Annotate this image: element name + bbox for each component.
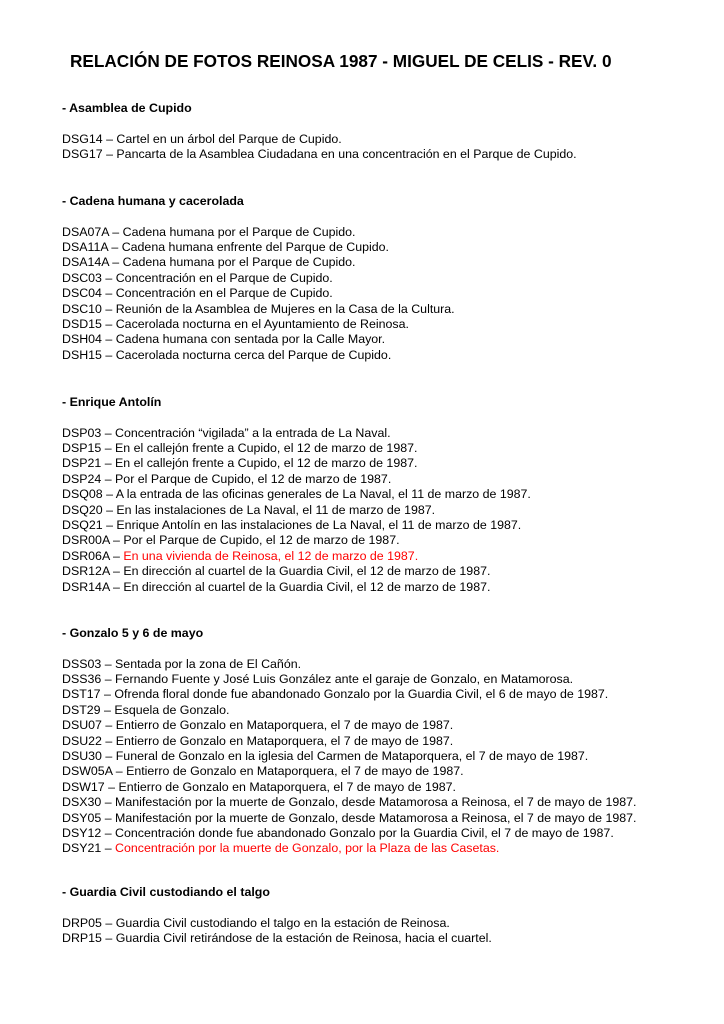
photo-description: Concentración en el Parque de Cupido. — [115, 286, 333, 301]
photo-separator: – — [109, 548, 124, 563]
photo-entry — [62, 916, 702, 931]
photo-separator: – — [102, 518, 117, 533]
photo-description: En el callejón frente a Cupido, el 12 de marzo de 1987. — [115, 441, 418, 455]
photo-code: DSH15 — [62, 347, 102, 362]
photo-description: Entierro de Gonzalo en Mataporquera, el 7 de mayo de 1987. — [115, 718, 454, 733]
section — [62, 885, 702, 946]
photo-entry — [62, 657, 702, 672]
photo-entry — [62, 147, 702, 162]
photo-code: DSY05 — [62, 810, 102, 825]
photo-code: DSA11A — [62, 240, 108, 254]
photo-entry — [62, 518, 702, 533]
photo-separator: – — [101, 456, 116, 471]
photo-description: Entierro de Gonzalo en Mataporquera, el 7 de mayo de 1987. — [118, 779, 457, 794]
photo-entry — [62, 271, 702, 286]
photo-entry — [62, 749, 702, 764]
photo-separator: – — [102, 131, 117, 146]
photo-code: DSA07A — [62, 224, 109, 239]
photo-separator: – — [101, 425, 116, 440]
photo-description: Cacerolada nocturna cerca del Parque de Cupido. — [115, 347, 392, 362]
photo-entry — [62, 780, 702, 795]
photo-code: DSS36 — [62, 672, 102, 686]
photo-code: DSY12 — [62, 826, 102, 841]
section — [62, 101, 702, 162]
photo-list — [62, 132, 702, 163]
photo-entry — [62, 687, 702, 702]
photo-separator: – — [101, 656, 116, 671]
photo-description-highlighted: Concentración por la muerte de Gonzalo, por la Plaza de las Casetas. — [115, 841, 500, 856]
photo-separator: – — [101, 347, 116, 362]
photo-separator: – — [101, 733, 116, 748]
photo-separator: – — [112, 764, 127, 779]
photo-separator: – — [101, 471, 116, 486]
photo-separator: – — [101, 301, 116, 316]
photo-entry — [62, 703, 702, 718]
photo-code: DSG14 — [62, 131, 103, 146]
photo-entry — [62, 734, 702, 749]
section-heading: - Cadena humana y cacerolada — [62, 194, 244, 208]
photo-description: Entierro de Gonzalo en Mataporquera, el 7 de mayo de 1987. — [115, 733, 454, 748]
photo-separator: – — [101, 317, 116, 332]
photo-description: Cadena humana por el Parque de Cupido. — [122, 255, 356, 270]
photo-entry — [62, 225, 702, 240]
photo-code: DSU22 — [62, 733, 102, 748]
photo-description: Enrique Antolín en las instalaciones de La Naval, el 11 de marzo de 1987. — [116, 518, 522, 533]
photo-entry — [62, 332, 702, 347]
photo-description: Cadena humana enfrente del Parque de Cupido. — [121, 240, 389, 254]
photo-separator: – — [101, 749, 116, 764]
photo-list — [62, 657, 702, 857]
photo-code: DRP15 — [62, 931, 102, 945]
photo-code: DRP05 — [62, 915, 102, 930]
photo-separator: – — [100, 702, 115, 717]
photo-code: DSR12A — [62, 564, 110, 579]
section — [62, 194, 702, 363]
photo-separator: – — [101, 672, 116, 686]
photo-entry — [62, 302, 702, 317]
photo-code: DSP24 — [62, 471, 102, 486]
photo-description: Guardia Civil custodiando el talgo en la estación de Reinosa. — [115, 915, 450, 930]
photo-description: Guardia Civil retirándose de la estación de Reinosa, hacia el cuartel. — [115, 931, 492, 945]
photo-separator: – — [101, 718, 116, 733]
section-heading: - Asamblea de Cupido — [62, 101, 192, 115]
photo-description: Cadena humana por el Parque de Cupido. — [122, 224, 356, 239]
photo-code: DSP15 — [62, 441, 102, 455]
section — [62, 626, 702, 857]
photo-description-highlighted: En una vivienda de Reinosa, el 12 de marzo de 1987. — [123, 548, 419, 563]
photo-entry — [62, 456, 702, 471]
photo-description: En dirección al cuartel de la Guardia Civil, el 12 de marzo de 1987. — [123, 579, 491, 594]
photo-code: DSQ20 — [62, 502, 103, 517]
photo-code: DSQ21 — [62, 518, 103, 533]
photo-description: En dirección al cuartel de la Guardia Civil, el 12 de marzo de 1987. — [123, 564, 491, 579]
photo-code: DSU30 — [62, 749, 102, 764]
photo-separator: – — [102, 147, 117, 161]
section — [62, 395, 702, 595]
photo-code: DSP21 — [62, 456, 102, 471]
photo-description: Pancarta de la Asamblea Ciudadana en una concentración en el Parque de Cupido. — [116, 147, 577, 161]
photo-entry — [62, 795, 702, 810]
photo-code: DSR00A — [62, 533, 110, 548]
photo-description: Entierro de Gonzalo en Mataporquera, el 7 de mayo de 1987. — [126, 764, 464, 779]
photo-entry — [62, 811, 702, 826]
photo-code: DSA14A — [62, 255, 109, 270]
photo-list — [62, 916, 702, 947]
photo-description: Fernando Fuente y José Luis González ante el garaje de Gonzalo, en Matamorosa. — [115, 672, 574, 686]
photo-separator: – — [109, 564, 124, 579]
photo-entry — [62, 764, 702, 779]
photo-entry — [62, 549, 702, 564]
photo-description: Sentada por la zona de El Cañón. — [115, 656, 302, 671]
photo-code: DST17 — [62, 687, 101, 702]
photo-separator: – — [101, 270, 116, 285]
photo-description: Manifestación por la muerte de Gonzalo, desde Matamorosa a Reinosa, el 7 de mayo de 1987. — [115, 795, 637, 810]
photo-code: DST29 — [62, 702, 101, 717]
photo-code: DSU07 — [62, 718, 102, 733]
photo-separator: – — [101, 286, 116, 301]
photo-description: Manifestación por la muerte de Gonzalo, desde Matamorosa a Reinosa, el 7 de mayo de 1987. — [115, 810, 637, 825]
photo-entry — [62, 672, 702, 687]
photo-list — [62, 426, 702, 595]
photo-entry — [62, 317, 702, 332]
photo-entry — [62, 503, 702, 518]
photo-entry — [62, 487, 702, 502]
photo-separator: – — [101, 826, 116, 841]
photo-description: Cacerolada nocturna en el Ayuntamiento de Reinosa. — [115, 317, 409, 332]
photo-separator: – — [102, 502, 117, 517]
photo-description: En el callejón frente a Cupido, el 12 de marzo de 1987. — [115, 456, 418, 471]
photo-code: DSY21 — [62, 841, 102, 856]
photo-separator: – — [109, 579, 124, 594]
photo-entry — [62, 472, 702, 487]
photo-separator: – — [101, 332, 116, 347]
photo-entry — [62, 931, 702, 946]
photo-separator: – — [100, 687, 115, 702]
photo-code: DSR14A — [62, 579, 110, 594]
photo-description: Concentración donde fue abandonado Gonzalo por la Guardia Civil, el 7 de mayo de 1987. — [115, 826, 614, 841]
photo-separator: – — [101, 810, 116, 825]
photo-entry — [62, 841, 702, 856]
photo-code: DSR06A — [62, 548, 110, 563]
photo-separator: – — [101, 841, 116, 856]
photo-code: DSC10 — [62, 301, 102, 316]
photo-description: Por el Parque de Cupido, el 12 de marzo de 1987. — [123, 533, 400, 548]
section-heading: - Enrique Antolín — [62, 395, 162, 409]
photo-entry — [62, 426, 702, 441]
photo-code: DSW17 — [62, 779, 105, 794]
photo-entry — [62, 286, 702, 301]
photo-description: Cartel en un árbol del Parque de Cupido. — [116, 131, 342, 146]
photo-description: Funeral de Gonzalo en la iglesia del Carmen de Mataporquera, el 7 de mayo de 1987. — [115, 749, 589, 764]
photo-code: DSG17 — [62, 147, 103, 161]
photo-separator: – — [109, 533, 124, 548]
photo-description: Reunión de la Asamblea de Mujeres en la Casa de la Cultura. — [115, 301, 455, 316]
photo-code: DSX30 — [62, 795, 102, 810]
photo-list — [62, 225, 702, 364]
photo-code: DSS03 — [62, 656, 102, 671]
photo-description: Ofrenda floral donde fue abandonado Gonzalo por la Guardia Civil, el 6 de mayo de 1987. — [114, 687, 609, 702]
photo-code: DSD15 — [62, 317, 102, 332]
photo-separator: – — [101, 915, 116, 930]
photo-code: DSQ08 — [62, 487, 103, 502]
photo-entry — [62, 255, 702, 270]
photo-code: DSC03 — [62, 270, 102, 285]
photo-description: Concentración “vigilada” a la entrada de La Naval. — [115, 425, 391, 440]
photo-separator: – — [108, 255, 123, 270]
section-heading: - Gonzalo 5 y 6 de mayo — [62, 626, 204, 640]
photo-entry — [62, 348, 702, 363]
photo-separator: – — [108, 224, 123, 239]
photo-description: Cadena humana con sentada por la Calle Mayor. — [115, 332, 386, 347]
photo-description: Por el Parque de Cupido, el 12 de marzo de 1987. — [115, 471, 392, 486]
photo-entry — [62, 533, 702, 548]
section-heading: - Guardia Civil custodiando el talgo — [62, 885, 270, 899]
photo-entry — [62, 718, 702, 733]
photo-entry — [62, 826, 702, 841]
photo-entry — [62, 441, 702, 456]
photo-entry — [62, 132, 702, 147]
photo-code: DSH04 — [62, 332, 102, 347]
photo-separator: – — [102, 487, 116, 502]
photo-description: Concentración en el Parque de Cupido. — [115, 270, 333, 285]
photo-separator: – — [104, 779, 119, 794]
photo-description: Esquela de Gonzalo. — [114, 702, 230, 717]
photo-code: DSP03 — [62, 425, 102, 440]
photo-separator: – — [107, 240, 122, 254]
photo-code: DSC04 — [62, 286, 102, 301]
photo-description: En las instalaciones de La Naval, el 11 de marzo de 1987. — [116, 502, 436, 517]
photo-description: A la entrada de las oficinas generales de La Naval, el 11 de marzo de 1987. — [115, 487, 531, 502]
photo-separator: – — [101, 931, 116, 945]
photo-separator: – — [101, 795, 116, 810]
photo-entry — [62, 240, 702, 255]
photo-entry — [62, 564, 702, 579]
document-title: RELACIÓN DE FOTOS REINOSA 1987 - MIGUEL DE CELIS - REV. 0 — [70, 51, 612, 71]
photo-code: DSW05A — [62, 764, 113, 779]
photo-entry — [62, 580, 702, 595]
photo-separator: – — [101, 441, 116, 455]
